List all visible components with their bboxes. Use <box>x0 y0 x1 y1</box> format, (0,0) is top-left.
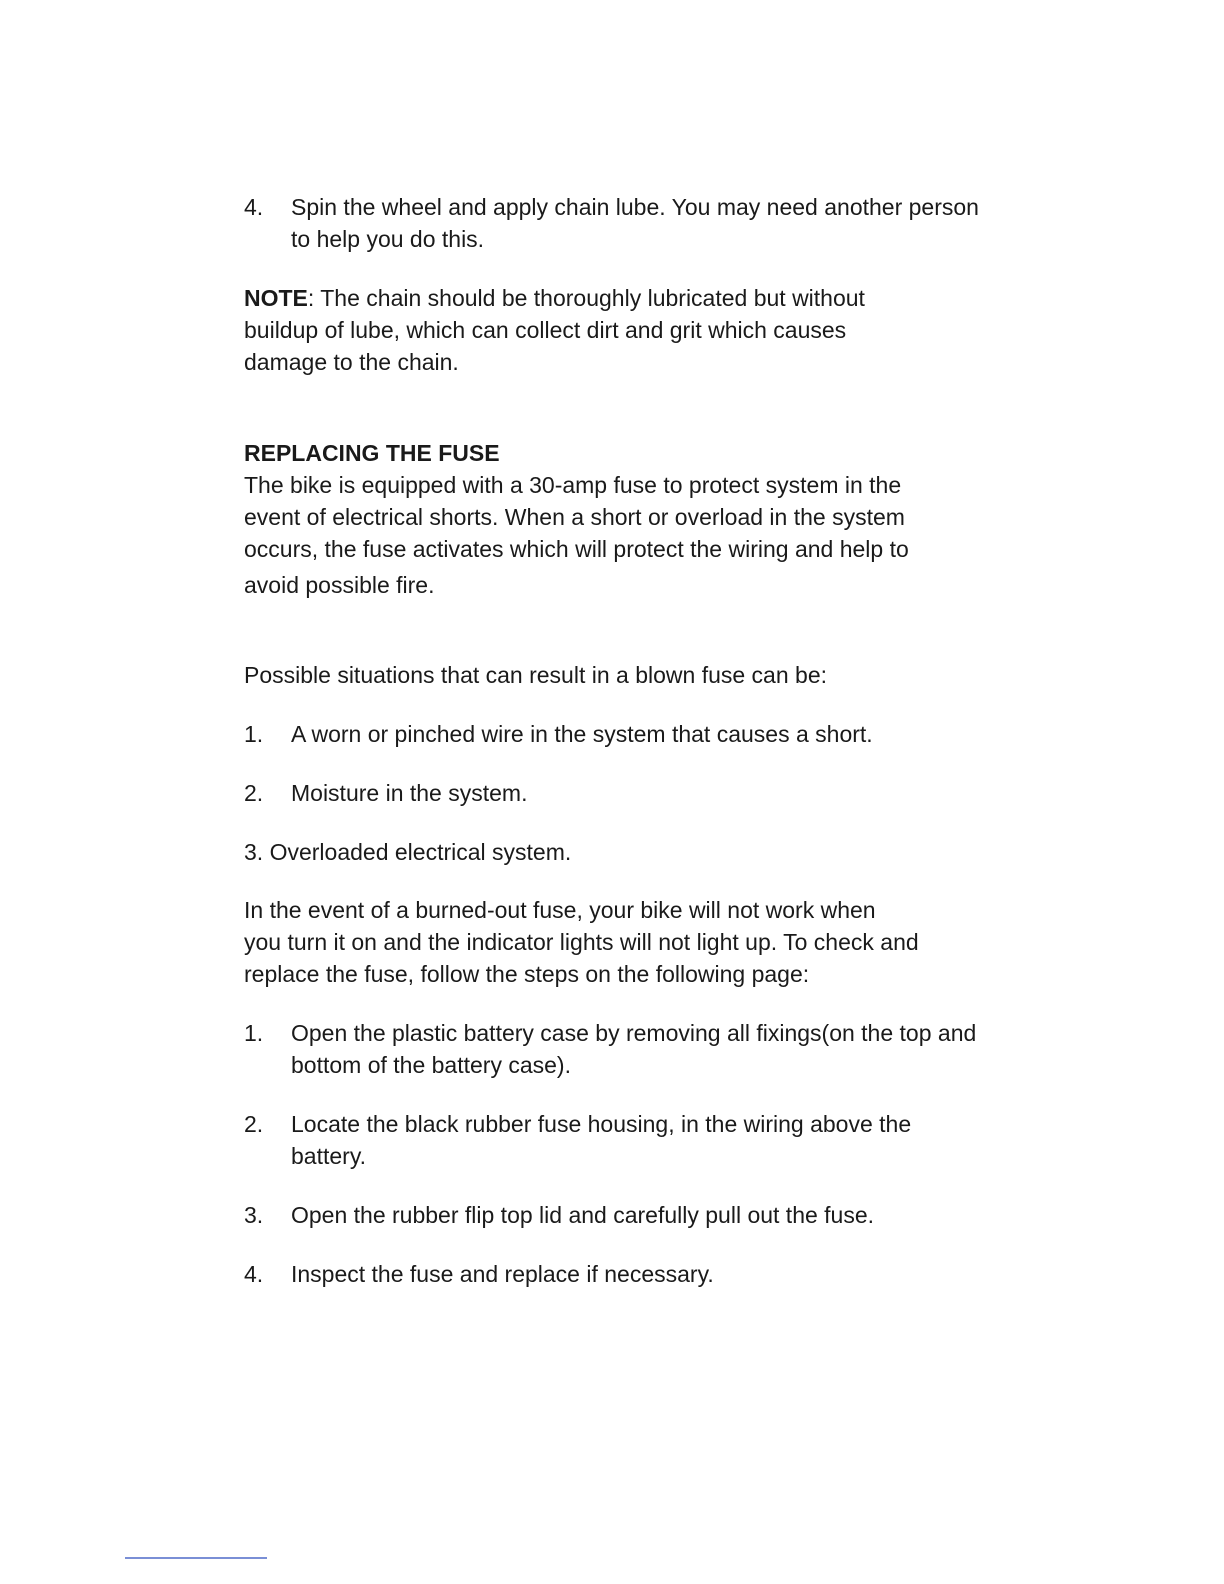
situation-text: Moisture in the system. <box>291 780 528 806</box>
situation-item-3: 3. Overloaded electrical system. <box>244 839 572 865</box>
step-text: Open the plastic battery case by removing all fixings(on the top and bottom of the battery case). <box>291 1020 977 1078</box>
situation-number: 2. <box>244 780 264 806</box>
step-number: 4. <box>244 194 264 220</box>
intro-line-4: avoid possible fire. <box>244 572 435 598</box>
step-text: Open the rubber flip top lid and carefully pull out the fuse. <box>291 1202 875 1228</box>
section-heading: REPLACING THE FUSE <box>244 440 500 466</box>
burned-out-line-2: you turn it on and the indicator lights will not light up. To check and <box>244 929 919 955</box>
step-text: Locate the black rubber fuse housing, in the wiring above the battery. <box>291 1111 912 1169</box>
step-number: 2. <box>244 1111 264 1137</box>
burned-out-line-3: replace the fuse, follow the steps on the following page: <box>244 961 810 987</box>
situation-text: A worn or pinched wire in the system that causes a short. <box>291 721 873 747</box>
step-text: Inspect the fuse and replace if necessary. <box>291 1261 714 1287</box>
note-text: : The chain should be thoroughly lubricated but without buildup of lube, which can collect dirt and grit which causes damage to the chain. <box>244 285 865 375</box>
intro-line-2: event of electrical shorts. When a short or overload in the system <box>244 504 905 530</box>
note-label: NOTE <box>244 285 308 311</box>
step-number: 4. <box>244 1261 264 1287</box>
intro-line-1: The bike is equipped with a 30-amp fuse to protect system in the <box>244 472 902 498</box>
step-text: Spin the wheel and apply chain lube. You may need another person to help you do this. <box>291 194 979 252</box>
footnote-separator <box>125 1557 267 1559</box>
step-number: 1. <box>244 1020 264 1046</box>
note-paragraph <box>244 282 904 378</box>
burned-out-line-1: In the event of a burned-out fuse, your bike will not work when <box>244 897 876 923</box>
situations-intro: Possible situations that can result in a blown fuse can be: <box>244 662 828 688</box>
intro-line-3: occurs, the fuse activates which will protect the wiring and help to <box>244 536 909 562</box>
situation-number: 1. <box>244 721 264 747</box>
step-number: 3. <box>244 1202 264 1228</box>
